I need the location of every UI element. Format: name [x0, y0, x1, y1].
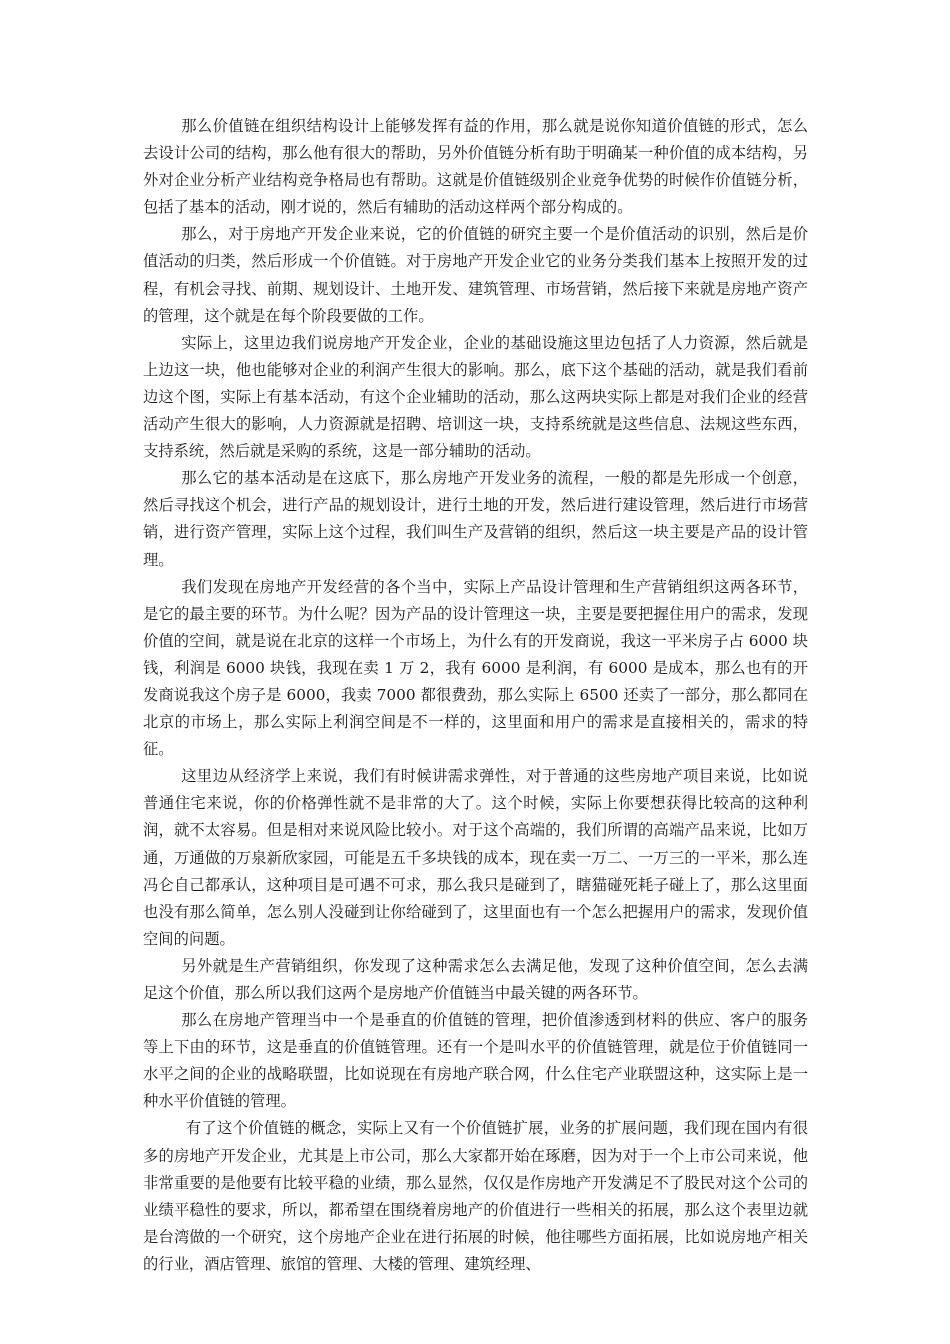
paragraph-7: 另外就是生产营销组织，你发现了这种需求怎么去满足他，发现了这种价值空间，怎么去满足这个价值，那么所以我们这两个是房地产价值链当中最关键的两各环节。: [143, 956, 808, 1002]
paragraph-9: 有了这个价值链的概念，实际上又有一个价值链扩展，业务的扩展问题，我们现在国内有很多的房地产开发企业，尤其是上市公司，那么大家都开始在琢磨，因为对于一个上市公司来说，他非常重要的是他要有比较平稳的业绩，那么显然，仅仅是作房地产开发满足不了股民对这个公司的业绩平稳性的要求，所以，都希望在围绕着房地产的价值进行一些相关的拓展，那么这个表里边就是台湾做的一个研究，这个房地产企业在进行拓展的时候，他往哪些方面拓展，比如说房地产相关的行业，酒店管理、旅馆的管理、大楼的管理、建筑经理、: [143, 1119, 808, 1273]
document-page: [143, 113, 808, 1278]
paragraph-3: 实际上，这里边我们说房地产开发企业，企业的基础设施这里边包括了人力资源，然后就是上边这一块，他也能够对企业的利润产生很大的影响。那么，底下这个基础的活动，就是我们看前边这个图，实际上有基本活动，有这个企业辅助的活动，那么这两块实际上都是对我们企业的经营活动产生很大的影响，人力资源就是招聘、培训这一块，支持系统就是这些信息、法规这些东西，支持系统，然后就是采购的系统，这是一部分辅助的活动。: [143, 333, 808, 461]
paragraph-6: 这里边从经济学上来说，我们有时候讲需求弹性，对于普通的这些房地产项目来说，比如说普通住宅来说，你的价格弹性就不是非常的大了。这个时候，实际上你要想获得比较高的这种利润，就不太容易。但是相对来说风险比较小。对于这个高端的，我们所谓的高端产品来说，比如万通，万通做的万泉新欣家园，可能是五千多块钱的成本，现在卖一万二、一万三的一平米，那么连冯仑自己都承认，这种项目是可遇不可求，那么我只是碰到了，瞎猫碰死耗子碰上了，那么这里面也没有那么简单，怎么别人没碰到让你给碰到了，这里面也有一个怎么把握用户的需求，发现价值空间的问题。: [143, 767, 808, 948]
paragraph-5: 我们发现在房地产开发经营的各个当中，实际上产品设计管理和生产营销组织这两各环节，是它的最主要的环节。为什么呢？因为产品的设计管理这一块，主要是要把握住用户的需求，发现价值的空间，就是说在北京的这样一个市场上，为什么有的开发商说，我这一平米房子占 6000 块钱，利润是 6000 块钱，我现在卖 1 万 2，我有 6000 是利润，有 6000 是成本，那么也有的开发商说我这个房子是 6000，我卖 7000 都很费劲，那么实际上 6500 还卖了一部分，那么都同在北京的市场上，那么实际上利润空间是不一样的，这里面和用户的需求是直接相关的，需求的特征。: [143, 577, 808, 759]
paragraph-8: 那么在房地产管理当中一个是垂直的价值链的管理，把价值渗透到材料的供应、客户的服务等上下由的环节，这是垂直的价值链管理。还有一个是叫水平的价值链管理，就是位于价值链同一水平之间的企业的战略联盟，比如说现在有房地产联合网，什么住宅产业联盟这种，这实际上是一种水平价值链的管理。: [143, 1011, 808, 1111]
paragraph-1: 那么价值链在组织结构设计上能够发挥有益的作用，那么就是说你知道价值链的形式，怎么去设计公司的结构，那么他有很大的帮助，另外价值链分析有助于明确某一种价值的成本结构，另外对企业分析产业结构竞争格局也有帮助。这就是价值链级别企业竞争优势的时候作价值链分析，包括了基本的活动，刚才说的，然后有辅助的活动这样两个部分构成的。: [143, 117, 808, 217]
paragraph-2: 那么，对于房地产开发企业来说，它的价值链的研究主要一个是价值活动的识别，然后是价值活动的归类，然后形成一个价值链。对于房地产开发企业它的业务分类我们基本上按照开发的过程，有机会寻找、前期、规划设计、土地开发、建筑管理、市场营销，然后接下来就是房地产资产的管理，这个就是在每个阶段要做的工作。: [143, 225, 808, 325]
paragraph-4: 那么它的基本活动是在这底下，那么房地产开发业务的流程，一般的都是先形成一个创意，然后寻找这个机会，进行产品的规划设计，进行土地的开发，然后进行建设管理，然后进行市场营销，进行资产管理，实际上这个过程，我们叫生产及营销的组织，然后这一块主要是产品的设计管理。: [143, 469, 808, 569]
